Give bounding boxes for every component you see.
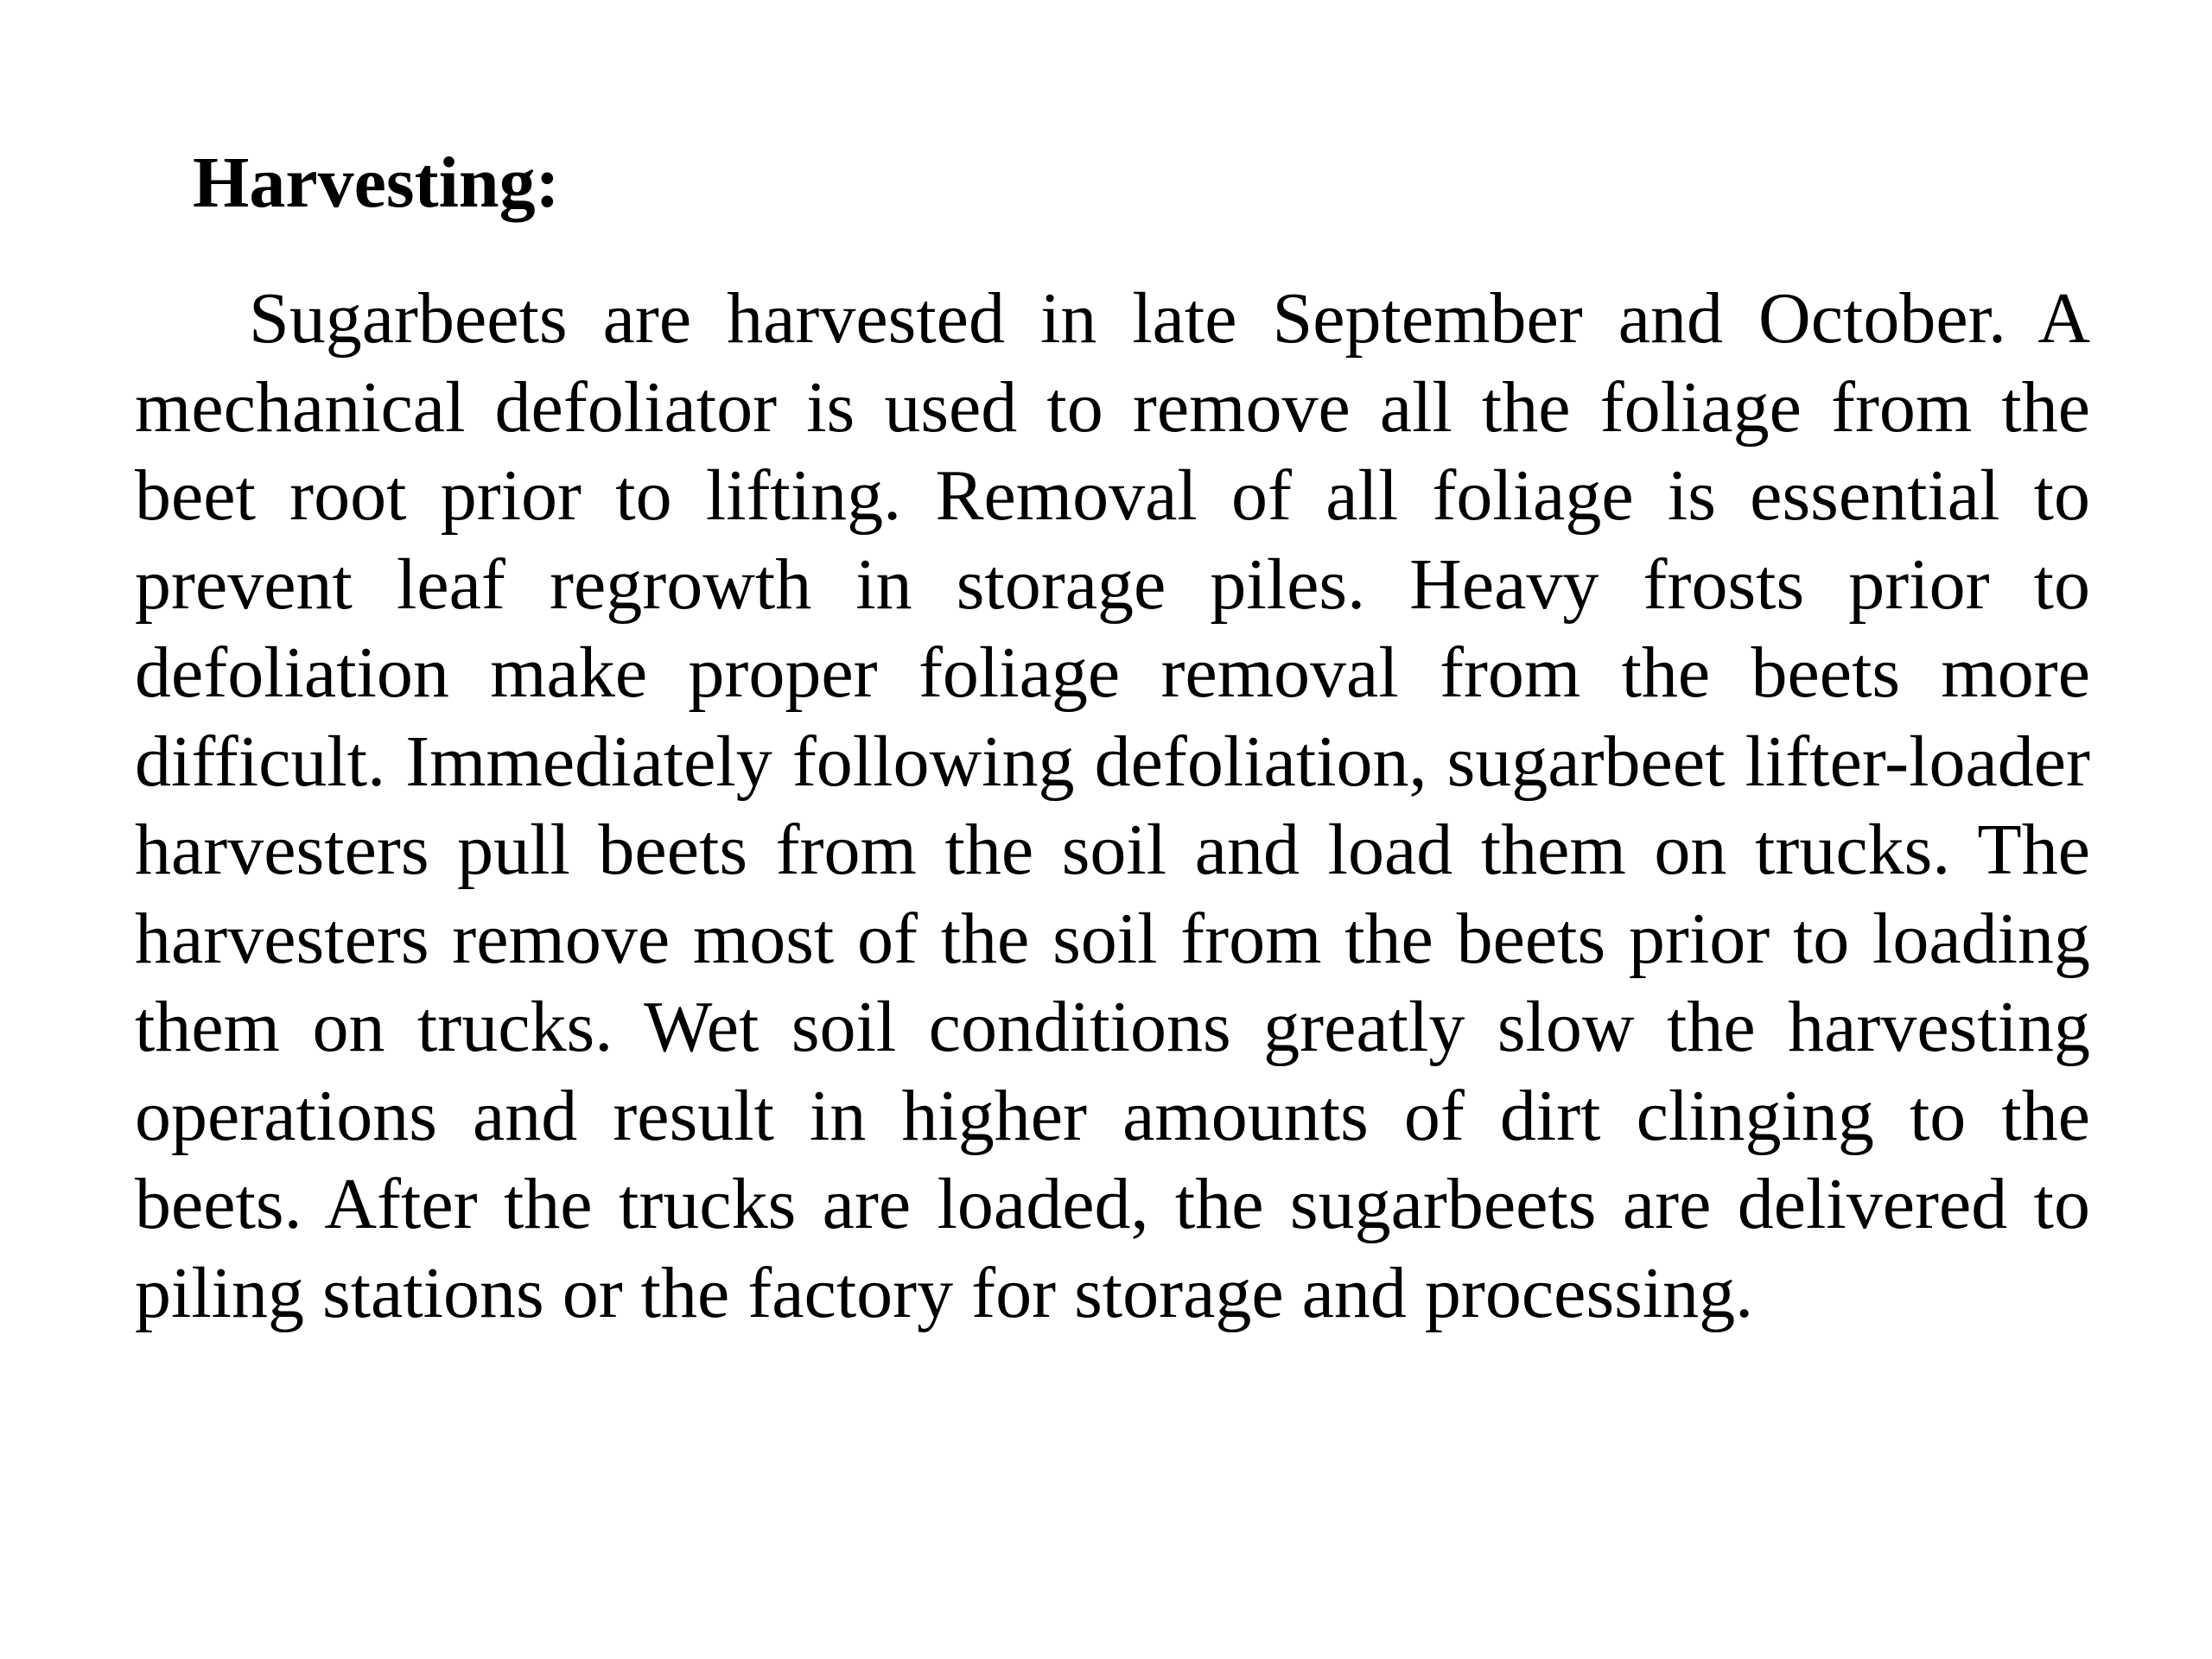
section-heading: Harvesting: xyxy=(193,143,560,223)
section-paragraph: Sugarbeets are harvested in late September and October. A mechanical defoliator is used to remove all the foliage from the beet root prior to lifting. Removal of all foliage is essential to prevent leaf regrowth in storage piles. Heavy frosts prior to defoliation make proper foliage removal from the beets more difficult. Immediately following defoliation, sugarbeet lifter-loader harvesters pull beets from the soil and load them on trucks. The harvesters remove most of the soil from the beets prior to loading them on trucks. Wet soil conditions greatly slow the harvesting operations and result in higher amounts of dirt clinging to the beets. After the trucks are loaded, the sugarbeets are delivered to piling stations or the factory for storage and processing. xyxy=(135,278,2090,1333)
